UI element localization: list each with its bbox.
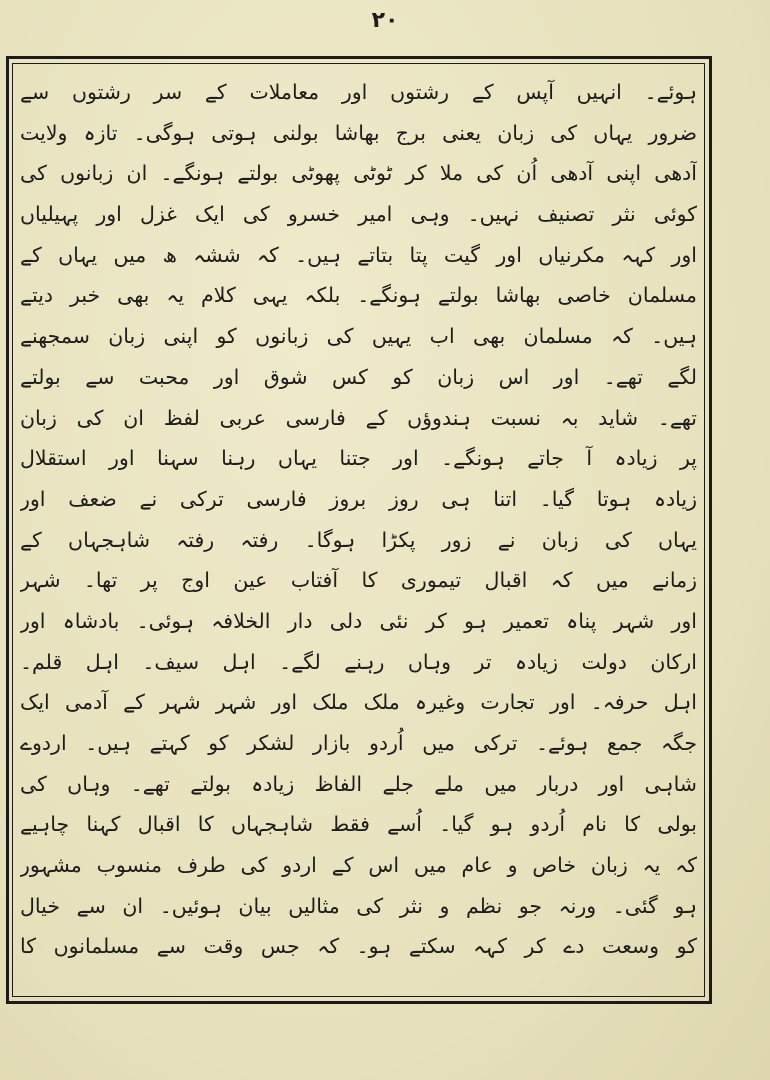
text-line: یہاں کی زبان نے زور پکڑا ہوگا۔ رفتہ رفتہ شاہجہاں کے [20,527,697,552]
text-line: ہوئے۔ انہیں آپس کے رشتوں اور معاملات کے سر رشتوں سے [20,80,697,104]
text-line: تھے۔ شاید بہ نسبت ہندوؤں کے فارسی عربی لفظ ان کی زبان [20,405,697,430]
page-number: ۲۰ [371,8,399,33]
text-line: زمانے میں کہ اقبال تیموری کا آفتاب عین اوج پر تھا۔ شہر [20,568,697,593]
text-line: مسلمان خاصی بھاشا بولتے ہونگے۔ بلکہ یہی کلام یہ بھی خبر دیتے [20,283,697,308]
text-line: آدھی اپنی آدھی اُن کی ملا کر ٹوٹی پھوٹی بولتے ہونگے۔ ان زبانوں کی [20,161,697,186]
text-line: ہو گئی۔ ورنہ جو نظم و نثر کی مثالیں بیان ہوئیں۔ ان سے خیال [20,893,697,918]
text-line: اور شہر پناہ تعمیر ہو کر نئی دلی دار الخلافہ ہوئی۔ بادشاہ اور [20,608,697,633]
text-line: ضرور یہاں کی زبان یعنی برج بھاشا بولنی ہوتی ہوگی۔ تازہ ولایت [20,120,697,145]
text-line: کوئی نثر تصنیف نہیں۔ وہی امیر خسرو کی ایک غزل اور پہیلیاں [20,202,697,227]
urdu-text-block [20,72,697,990]
text-line: اہل حرفہ۔ اور تجارت وغیرہ ملک ملک اور شہر شہر کے آدمی ایک [20,690,697,715]
text-line: زیادہ ہوتا گیا۔ اتنا ہی روز بروز فارسی ترکی نے ضعف اور [20,486,697,511]
text-line: ارکان دولت زیادہ تر وہاں رہنے لگے۔ اہل سیف۔ اہل قلم۔ [20,649,697,674]
text-line: شاہی اور دربار میں ملے جلے الفاظ زیادہ بولتے تھے۔ وہاں کی [20,771,697,796]
text-line: ہیں۔ کہ مسلمان بھی اب یہیں کی زبانوں کو اپنی زبان سمجھنے [20,324,697,349]
text-line: اور کہہ مکرنیاں اور گیت پتا بتاتے ہیں۔ کہ ششہ ھ میں یہاں کے [20,242,697,267]
text-line: کو وسعت دے کر کہہ سکتے ہو۔ کہ جس وقت سے مسلمانوں کا [20,934,697,959]
text-line: کہ یہ زبان خاص و عام میں اس کے اردو کی طرف منسوب مشہور [20,853,697,878]
text-line: بولی کا نام اُردو ہو گیا۔ اُسے فقط شاہجہاں کا اقبال کہنا چاہیے [20,812,697,837]
text-line: لگے تھے۔ اور اس زبان کو کس شوق اور محبت سے بولتے [20,364,697,389]
text-line: پر زیادہ آ جاتے ہونگے۔ اور جتنا یہاں رہنا سہنا اور استقلال [20,446,697,471]
text-line: جگہ جمع ہوئے۔ ترکی میں اُردو بازار لشکر کو کہتے ہیں۔ اردوے [20,731,697,755]
